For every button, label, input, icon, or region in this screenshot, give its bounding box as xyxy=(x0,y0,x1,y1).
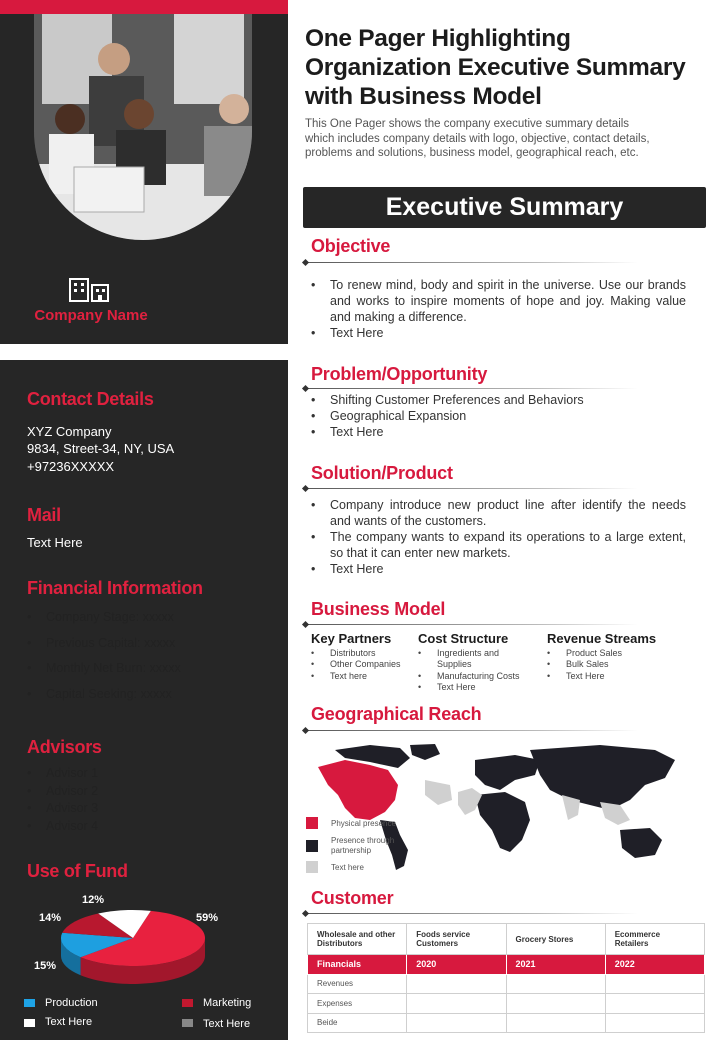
list-item: • Distributors xyxy=(311,648,411,659)
page-title: One Pager Highlighting Organization Executive Summary with Business Model xyxy=(305,25,686,110)
company-name: Company Name xyxy=(34,307,148,324)
list-item: • Advisor 1 xyxy=(27,766,98,784)
contact-phone: +97236XXXXX xyxy=(27,459,115,474)
list-item: • The company wants to expand its operations to a large extent, so that it can enter new markets. xyxy=(311,529,686,561)
table-cell: Expenses xyxy=(308,994,407,1014)
list-item: • Text Here xyxy=(547,671,677,682)
financial-heading: Financial Information xyxy=(27,578,203,598)
solution-heading: Solution/Product xyxy=(311,463,453,483)
table-cell: Revenues xyxy=(308,974,407,994)
page-subtitle: This One Pager shows the company executive summary details which includes company details with logo, objective, contact details, problems and solutions, business model, geographical reach, etc. xyxy=(305,118,650,159)
contact-line: XYZ Company xyxy=(27,424,112,439)
table-row xyxy=(308,994,705,1014)
table-header-cell: Foods service Customers xyxy=(407,924,506,955)
list-item: • Text Here xyxy=(311,424,686,440)
problem-list xyxy=(311,392,686,440)
objective-list xyxy=(311,277,686,341)
use-of-fund-heading: Use of Fund xyxy=(27,861,128,881)
pie-label-59: 59% xyxy=(196,912,219,924)
divider xyxy=(303,624,638,625)
divider xyxy=(303,488,638,489)
top-accent-bar xyxy=(0,0,288,14)
list-item: • Manufacturing Costs xyxy=(418,671,533,682)
financial-list xyxy=(27,610,181,713)
use-of-fund-pie-chart xyxy=(58,905,208,987)
list-item: • Monthly Net Burn: xxxxx xyxy=(27,661,181,687)
table-row xyxy=(308,924,705,955)
list-item: • Text here xyxy=(311,671,411,682)
contact-address: 9834, Street-34, NY, USA xyxy=(27,441,175,456)
legend-swatch-physical xyxy=(306,817,318,829)
table-row xyxy=(308,955,705,975)
legend-text-here: Text here xyxy=(331,863,364,872)
pie-label-14: 14% xyxy=(39,912,62,924)
revenue-streams-column xyxy=(547,631,677,682)
table-header-cell: Ecommerce Retailers xyxy=(605,924,704,955)
legend-swatch-white xyxy=(24,1019,35,1027)
legend-swatch-partnership xyxy=(306,840,318,852)
legend-swatch-other xyxy=(306,861,318,873)
list-item: • Advisor 4 xyxy=(27,819,98,837)
advisors-list xyxy=(27,766,98,836)
table-header-cell: Grocery Stores xyxy=(506,924,605,955)
list-item: • Shifting Customer Preferences and Behaviors xyxy=(311,392,686,408)
legend-partnership: Presence through partnership xyxy=(331,836,395,855)
team-photo xyxy=(34,14,252,240)
legend-swatch-production xyxy=(24,999,35,1007)
customer-table xyxy=(307,923,705,1033)
legend-text-here-2: Text Here xyxy=(203,1018,251,1030)
list-item: • Text Here xyxy=(311,561,686,577)
legend-production: Production xyxy=(45,997,98,1009)
divider xyxy=(303,388,638,389)
table-cell: 2022 xyxy=(605,955,704,975)
cost-structure-column xyxy=(418,631,533,693)
legend-swatch-marketing xyxy=(182,999,193,1007)
list-item: • Ingredients and Supplies xyxy=(418,648,513,671)
legend-marketing: Marketing xyxy=(203,997,252,1009)
list-item: • Previous Capital: xxxxx xyxy=(27,636,181,662)
list-item: • Other Companies xyxy=(311,659,411,670)
table-cell: 2020 xyxy=(407,955,506,975)
business-model-heading: Business Model xyxy=(311,599,446,619)
list-item: • Advisor 3 xyxy=(27,801,98,819)
mail-heading: Mail xyxy=(27,505,61,525)
geo-heading: Geographical Reach xyxy=(311,704,482,724)
executive-summary-banner: Executive Summary xyxy=(303,187,706,228)
divider xyxy=(303,730,638,731)
list-item: • Product Sales xyxy=(547,648,677,659)
table-header-cell: Wholesale and other Distributors xyxy=(308,924,407,955)
table-cell: 2021 xyxy=(506,955,605,975)
contact-heading: Contact Details xyxy=(27,389,154,409)
customer-heading: Customer xyxy=(311,888,394,908)
key-partners-column xyxy=(311,631,411,682)
legend-physical: Physical presence xyxy=(331,819,396,828)
list-item: • To renew mind, body and spirit in the universe. Use our brands and works to inspire moments of hope and joy. Making value and making a difference. xyxy=(311,277,686,325)
company-panel xyxy=(0,0,288,344)
cost-structure-title: Cost Structure xyxy=(418,631,509,646)
pie-label-12: 12% xyxy=(82,894,105,906)
divider xyxy=(303,913,638,914)
list-item: • Advisor 2 xyxy=(27,784,98,802)
building-icon xyxy=(68,277,112,303)
table-cell: Financials xyxy=(308,955,407,975)
mail-text: Text Here xyxy=(27,535,83,550)
list-item: • Bulk Sales xyxy=(547,659,677,670)
advisors-heading: Advisors xyxy=(27,737,102,757)
list-item: • Company introduce new product line after identify the needs and wants of the customers. xyxy=(311,497,686,529)
problem-heading: Problem/Opportunity xyxy=(311,364,488,384)
revenue-streams-title: Revenue Streams xyxy=(547,631,657,646)
table-row xyxy=(308,974,705,994)
list-item: • Capital Seeking: xxxxx xyxy=(27,687,181,713)
objective-heading: Objective xyxy=(311,236,391,256)
legend-text-here-1: Text Here xyxy=(45,1016,93,1028)
list-item: • Geographical Expansion xyxy=(311,408,686,424)
list-item: • Text Here xyxy=(418,682,533,693)
list-item: • Text Here xyxy=(311,325,686,341)
list-item: • Company Stage: xxxxx xyxy=(27,610,181,636)
legend-swatch-grey xyxy=(182,1019,193,1027)
solution-list xyxy=(311,497,686,577)
table-cell: Beide xyxy=(308,1013,407,1033)
key-partners-title: Key Partners xyxy=(311,631,392,646)
divider xyxy=(303,262,638,263)
pie-label-15: 15% xyxy=(34,960,57,972)
table-row xyxy=(308,1013,705,1033)
